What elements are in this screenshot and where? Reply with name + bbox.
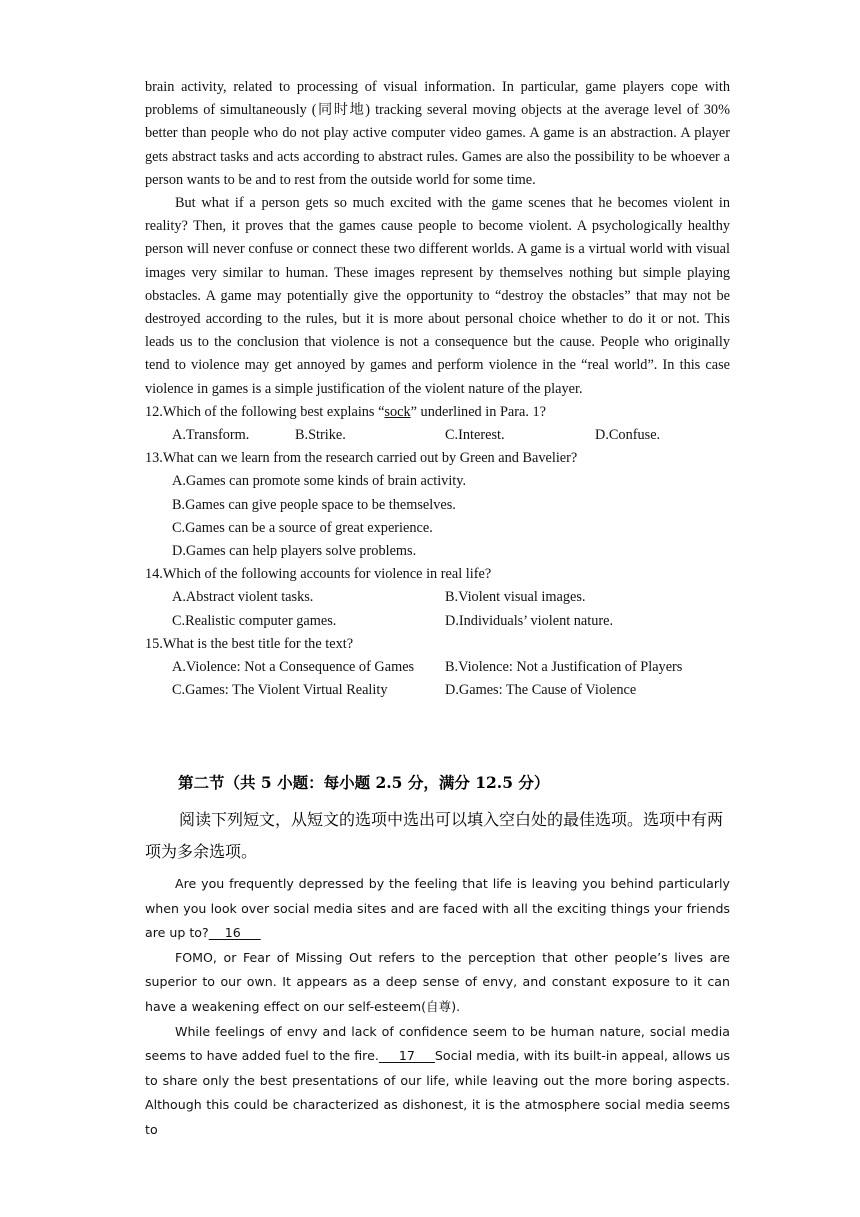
question-15-stem: 15.What is the best title for the text? xyxy=(145,635,354,652)
option-d[interactable]: D.Individuals’ violent nature. xyxy=(445,612,614,629)
blank-17[interactable]: 17 xyxy=(378,1048,435,1064)
option-a[interactable]: A.Violence: Not a Consequence of Games xyxy=(172,659,415,676)
option-b[interactable]: B.Strike. xyxy=(295,427,346,444)
question-15-options-row-1 xyxy=(145,656,730,679)
question-12-stem-after: ” underlined in Para. 1? xyxy=(410,403,547,420)
option-c[interactable]: C.Interest. xyxy=(445,427,505,444)
question-12 xyxy=(145,401,730,424)
question-14-stem: 14.Which of the following accounts for violence in real life? xyxy=(145,566,492,583)
blank-16[interactable]: 16 xyxy=(208,925,261,941)
cloze-passage xyxy=(145,872,730,1143)
passage-paragraph-2: But what if a person gets so much excited with the game scenes that he becomes violent in reality? Then, it proves that the games cause people to become violent. A psychologically healthy person will never confuse or connect these two different worlds. A game is a virtual world with visual images very similar to human. These images represent by themselves nothing but simple playing obstacles. A game may potentially give the opportunity to “destroy the obstacles” that may not be destroyed according to the rules, but it is more about personal choice whether to do it or not. This leads us to the conclusion that violence is not a consequence but the cause. People who originally tend to violence may get annoyed by games and perform violence in the “real world”. In this case violence in games is a simple justification of the violent nature of the player. xyxy=(145,195,730,397)
option-c[interactable]: C.Games: The Violent Virtual Reality xyxy=(172,682,388,699)
underlined-word: sock xyxy=(384,403,411,420)
option-b[interactable]: B.Games can give people space to be themselves. xyxy=(172,496,456,513)
option-a[interactable]: A.Games can promote some kinds of brain activity. xyxy=(172,473,467,490)
cloze-paragraph-2: FOMO, or Fear of Missing Out refers to the perception that other people’s lives are superior to our own. It appears as a deep sense of envy, and constant exposure to it can have a weakening effect on our self-esteem(自尊). xyxy=(145,949,730,1014)
cloze-paragraph-1-text: Are you frequently depressed by the feeling that life is leaving you behind particularly when you look over social media sites and are faced with all the exciting things your friends are up to? xyxy=(145,876,730,941)
option-b[interactable]: B.Violence: Not a Justification of Players xyxy=(445,659,683,676)
passage-paragraph-1-tail: brain activity, related to processing of visual information. In particular, game players cope with problems of simultaneously (同时地) tracking several moving objects at the average level of 30% better than people who do not play active computer video games. A game is an abstraction. A player gets abstract tasks and acts according to abstract rules. Games are also the possibility to be whoever a person wants to be and to rest from the outside world for some time. xyxy=(145,79,730,188)
cloze-paragraph-3 xyxy=(145,1020,730,1143)
question-12-options xyxy=(145,424,730,447)
question-15-options-row-2 xyxy=(145,679,730,702)
section-2-instruction: 阅读下列短文，从短文的选项中选出可以填入空白处的最佳选项。选项中有两项为多余选项。 xyxy=(145,810,724,861)
section-2-heading: 第二节（共 5 小题：每小题 2.5 分，满分 12.5 分） xyxy=(178,773,550,792)
cloze-paragraph-3-after: Social media, with its built-in appeal, allows us to share only the best presentations of our life, while leaving out the more boring aspects. Although this could be characterized as dishonest, it is the atmosphere social media seems to xyxy=(145,1048,730,1137)
cloze-paragraph-1 xyxy=(145,872,730,946)
cloze-paragraph-3-before: While feelings of envy and lack of confidence seem to be human nature, social media seems to have added fuel to the fire. xyxy=(145,1023,730,1064)
option-d[interactable]: D.Confuse. xyxy=(595,427,661,444)
option-d[interactable]: D.Games: The Cause of Violence xyxy=(445,682,637,699)
option-d[interactable]: D.Games can help players solve problems. xyxy=(172,543,417,560)
question-12-stem-before: 12.Which of the following best explains “ xyxy=(145,403,385,420)
question-13-stem: 13.What can we learn from the research carried out by Green and Bavelier? xyxy=(145,450,578,467)
option-c[interactable]: C.Realistic computer games. xyxy=(172,612,337,629)
reading-passage xyxy=(145,76,730,702)
option-c[interactable]: C.Games can be a source of great experience. xyxy=(172,519,433,536)
option-a[interactable]: A.Abstract violent tasks. xyxy=(172,589,314,606)
question-14-options-row-1 xyxy=(145,586,730,609)
question-14-options-row-2 xyxy=(145,610,730,633)
option-b[interactable]: B.Violent visual images. xyxy=(445,589,586,606)
option-a[interactable]: A.Transform. xyxy=(172,427,250,444)
